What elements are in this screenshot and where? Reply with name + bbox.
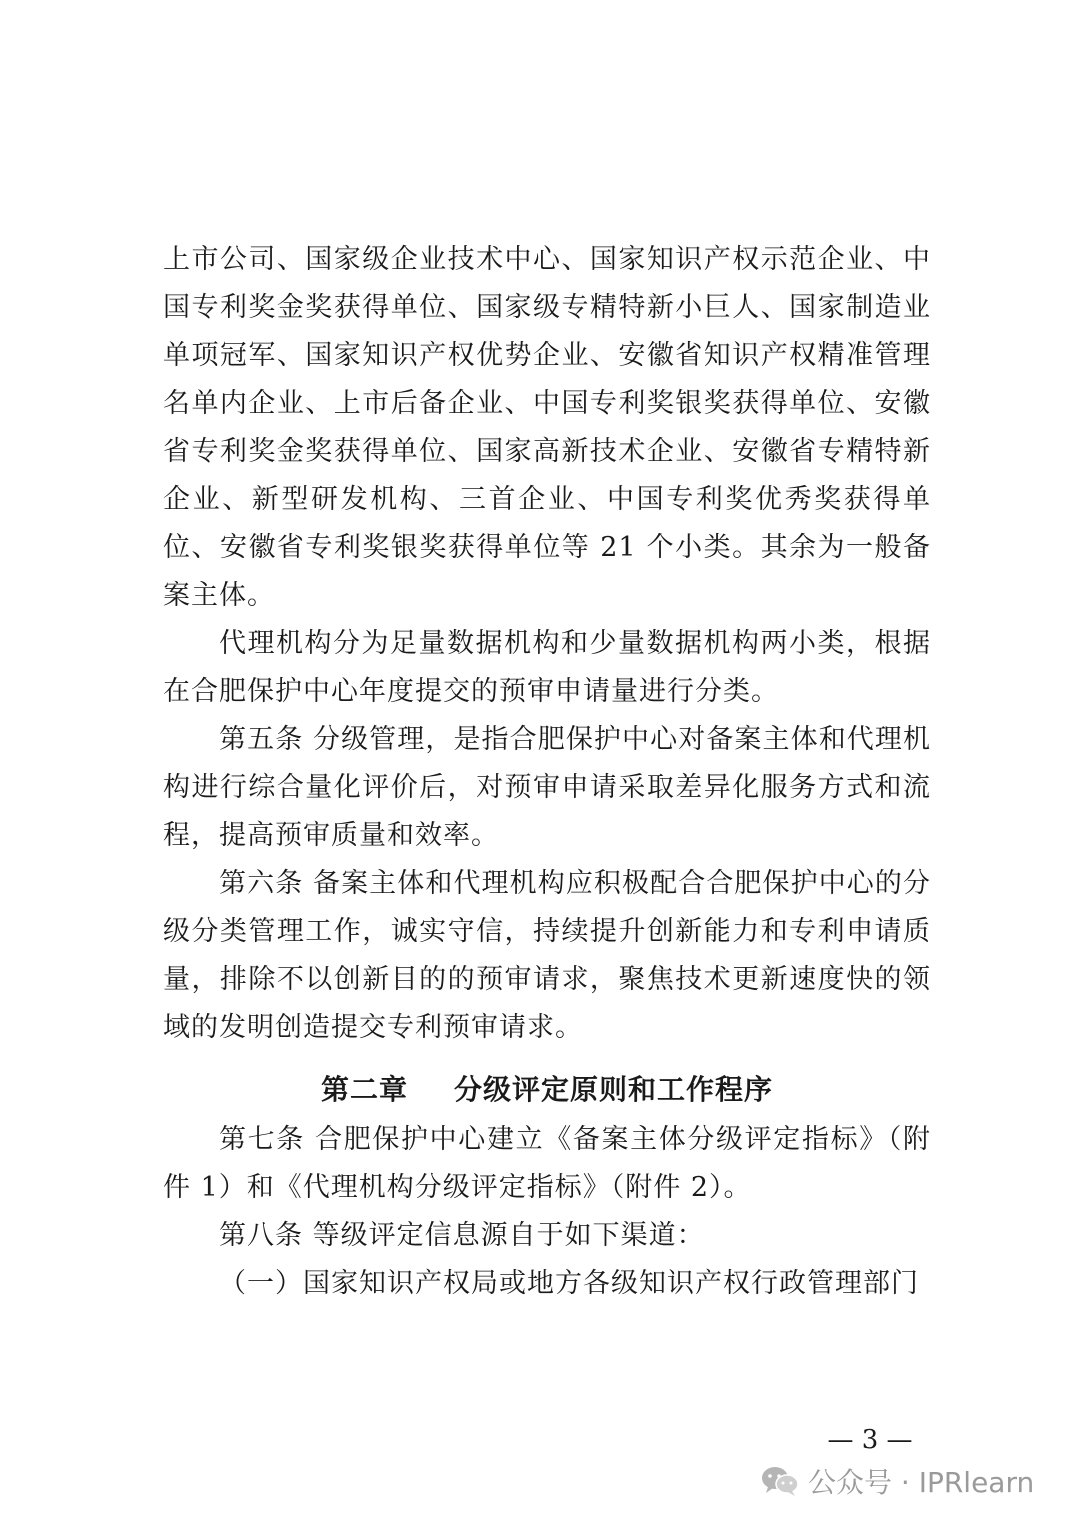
paragraph-article-7: 第七条 合肥保护中心建立《备案主体分级评定指标》（附件 1）和《代理机构分级评定指标》（附件 2）。 — [163, 1124, 931, 1203]
chapter-number: 第二章 — [320, 1073, 408, 1106]
paragraph-article-8: 第八条 等级评定信息源自于如下渠道： — [219, 1220, 705, 1251]
page-number: — 3 — — [827, 1425, 913, 1455]
watermark — [760, 1458, 1034, 1504]
chapter-heading — [163, 1066, 931, 1114]
paragraph-agency-classes: 代理机构分为足量数据机构和少量数据机构两小类，根据在合肥保护中心年度提交的预审申请量进行分类。 — [163, 628, 931, 707]
wechat-icon — [760, 1464, 800, 1498]
body-text-top — [163, 236, 931, 1052]
paragraph-article-5: 第五条 分级管理，是指合肥保护中心对备案主体和代理机构进行综合量化评价后，对预审申请采取差异化服务方式和流程，提高预审质量和效率。 — [163, 724, 931, 851]
watermark-text: 公众号 · IPRlearn — [808, 1466, 1035, 1499]
paragraph-continued-list: 上市公司、国家级企业技术中心、国家知识产权示范企业、中国专利奖金奖获得单位、国家级专精特新小巨人、国家制造业单项冠军、国家知识产权优势企业、安徽省知识产权精准管理名单内企业、上市后备企业、中国专利奖银奖获得单位、安徽省专利奖金奖获得单位、国家高新技术企业、安徽省专精特新企业、新型研发机构、三首企业、中国专利奖优秀奖获得单位、安徽省专利奖银奖获得单位等 21 个小类。其余为一般备案主体。 — [163, 244, 931, 611]
paragraph-article-6: 第六条 备案主体和代理机构应积极配合合肥保护中心的分级分类管理工作，诚实守信，持续提升创新能力和专利申请质量，排除不以创新目的的预审请求，聚焦技术更新速度快的领域的发明创造提交专利预审请求。 — [163, 868, 931, 1043]
chapter-title: 分级评定原则和工作程序 — [454, 1073, 774, 1106]
paragraph-item-1: （一）国家知识产权局或地方各级知识产权行政管理部门 — [219, 1268, 919, 1299]
body-text-bottom — [163, 1116, 931, 1308]
